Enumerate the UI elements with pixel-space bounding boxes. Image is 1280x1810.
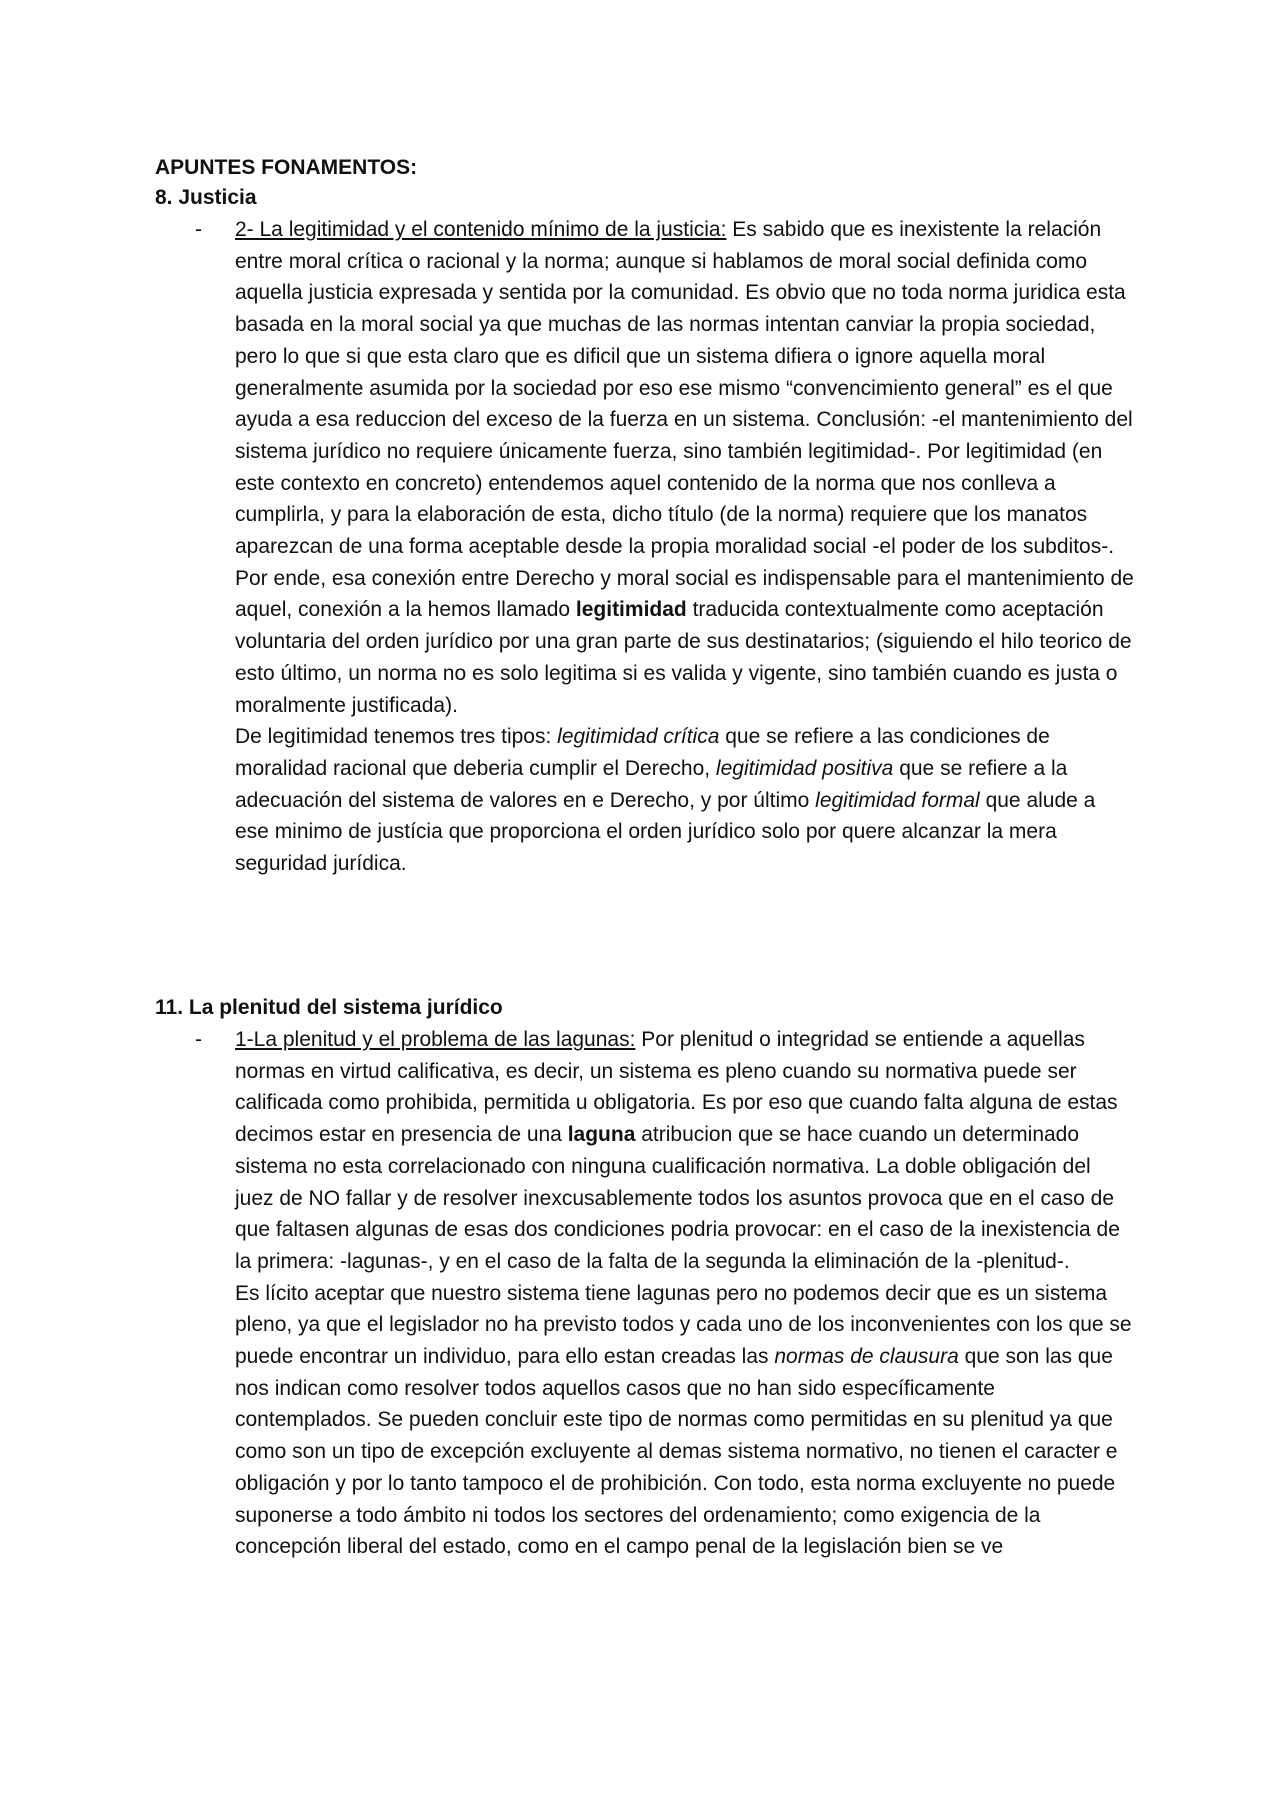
bullet-body — [235, 214, 1135, 880]
bullet-dash: - — [195, 218, 202, 241]
paragraph-tipos: De legitimidad tenemos tres tipos: legitimidad crítica que se refiere a las condiciones de moralidad racional que deberia cumplir el Derecho, legitimidad positiva que se refiere a la adecuación del sistema de valores en e Derecho, y por último legitimidad formal que alude a ese minimo de justícia que proporciona el orden jurídico solo por quere alcanzar la mera seguridad jurídica. — [235, 725, 1096, 876]
paragraph-plenitud-intro: 1-La plenitud y el problema de las lagunas: Por plenitud o integridad se entiende a aquellas normas en virtud calificativa, es decir, un sistema es pleno cuando su normativa puede ser calificada como prohibida, permitida u obligatoria. Es por eso que cuando falta alguna de estas decimos estar en presencia de una laguna atribucion que se hace cuando un determinado sistema no esta correlacionado con ninguna cualificación normativa. La doble obligación del juez de NO fallar y de resolver inexcusablemente todos los asuntos provoca que en el caso de que faltasen algunas de esas dos condiciones podria provocar: en el caso de la inexistencia de la primera: -lagunas-, y en el caso de la falta de la segunda la eliminación de la -plenitud-. — [235, 1028, 1120, 1273]
section-title-justicia: 8. Justicia — [155, 186, 257, 209]
section-title-plenitud: 11. La plenitud del sistema jurídico — [155, 996, 503, 1019]
paragraph-legitimidad-intro: 2- La legitimidad y el contenido mínimo de la justicia: Es sabido que es inexistente la relación entre moral crítica o racional y la norma; aunque si hablamos de moral social definida como aquella justicia expresada y sentida por la comunidad. Es obvio que no toda norma juridica esta basada en la moral social ya que muchas de las normas intentan canviar la propia sociedad, pero lo que si que esta claro que es dificil que un sistema difiera o ignore aquella moral generalmente asumida por la sociedad por eso ese mismo “convencimiento general” es el que ayuda a esa reduccion del exceso de la fuerza en un sistema. Conclusión: -el mantenimiento del sistema jurídico no requiere únicamente fuerza, sino también legitimidad-. Por legitimidad (en este contexto en concreto) entendemos aquel contenido de la norma que nos conlleva a cumplirla, y para la elaboración de esta, dicho título (de la norma) requiere que los manatos aparezcan de una forma aceptable desde la propia moralidad social -el poder de los subditos-. — [235, 218, 1133, 559]
term-legitimidad-critica: legitimidad crítica — [557, 725, 720, 749]
subheading-lagunas: 1-La plenitud y el problema de las lagunas: — [235, 1028, 636, 1051]
bullet-item-legitimidad — [155, 214, 1135, 880]
subheading-legitimidad: 2- La legitimidad y el contenido mínimo de la justicia: — [235, 218, 727, 241]
term-legitimidad-formal: legitimidad formal — [815, 788, 980, 812]
paragraph-conexion: Por ende, esa conexión entre Derecho y moral social es indispensable para el mantenimiento de aquel, conexión a la hemos llamado legitimidad traducida contextualmente como aceptación voluntaria del orden jurídico por una gran parte de sus destinatarios; (siguiendo el hilo teorico de esto último, un norma no es solo legitima si es valida y vigente, sino también cuando es justa o moralmente justificada). — [235, 566, 1134, 717]
keyword-legitimidad: legitimidad — [575, 598, 687, 622]
keyword-laguna: laguna — [567, 1123, 636, 1147]
document-title: APUNTES FONAMENTOS: — [155, 156, 418, 179]
paragraph-normas-clausura: Es lícito aceptar que nuestro sistema tiene lagunas pero no podemos decir que es un sistema pleno, ya que el legislador no ha previsto todos y cada uno de los inconvenientes con los que se puede encontrar un individuo, para ello estan creadas las normas de clausura que son las que nos indican como resolver todos aquellos casos que no han sido específicamente contemplados. Se pueden concluir este tipo de normas como permitidas en su plenitud ya que como son un tipo de excepción excluyente al demas sistema normativo, no tienen el caracter e obligación y por lo tanto tampoco el de prohibición. Con todo, esta norma excluyente no puede suponerse a todo ámbito ni todos los sectores del ordenamiento; como exigencia de la concepción liberal del estado, como en el campo penal de la legislación bien se ve — [235, 1281, 1132, 1559]
bullet-dash: - — [195, 1028, 202, 1051]
term-legitimidad-positiva: legitimidad positiva — [715, 756, 894, 780]
bullet-item-lagunas — [155, 1024, 1135, 1563]
term-normas-de-clausura: normas de clausura — [774, 1345, 959, 1369]
bullet-body — [235, 1024, 1135, 1563]
